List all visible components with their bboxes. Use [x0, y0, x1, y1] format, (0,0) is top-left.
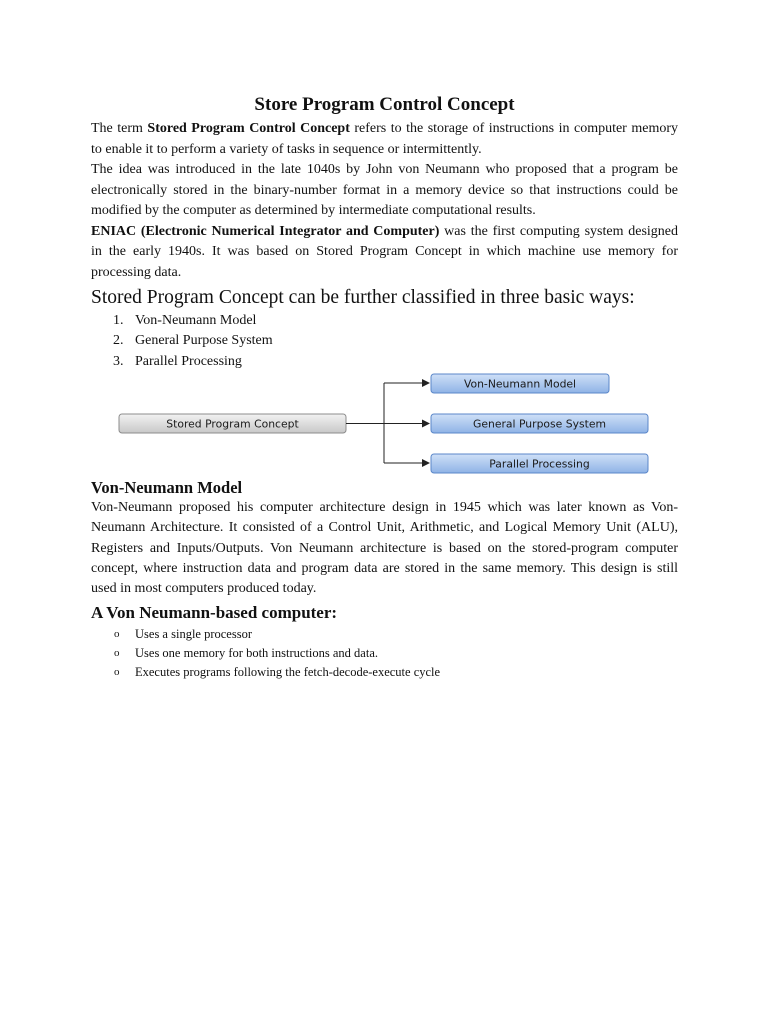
- list-item-label: Executes programs following the fetch-decode-execute cycle: [135, 665, 441, 680]
- page-title: Store Program Control Concept: [254, 94, 515, 115]
- von-neumann-heading: Von-Neumann Model: [91, 478, 243, 497]
- list-number: 3.: [113, 353, 124, 369]
- vn-computer-list: [91, 625, 440, 683]
- bullet-symbol: o: [114, 666, 120, 679]
- vn-computer-heading: A Von Neumann-based computer:: [91, 603, 338, 622]
- intro-paragraph-1: [91, 119, 678, 160]
- list-item: [91, 663, 440, 682]
- intro-p1-rest: refers to the storage of instructions in computer memory to enable it to perform a variety of tasks in sequence or intermittently.: [91, 121, 678, 157]
- classification-list: [91, 311, 273, 372]
- intro-p1-prefix: The term: [91, 121, 148, 136]
- list-item: [91, 311, 273, 331]
- list-item-label: General Purpose System: [135, 333, 273, 349]
- list-item: [91, 352, 273, 372]
- list-item: [91, 644, 440, 663]
- eniac-bold-term: ENIAC (Electronic Numerical Integrator and Computer): [91, 223, 440, 239]
- diagram-child-label: Parallel Processing: [489, 457, 590, 471]
- list-item: [91, 625, 440, 644]
- list-item-label: Parallel Processing: [135, 353, 242, 369]
- intro-p3-rest: was the first computing system designed in the early 1940s. It was based on Stored Program Concept in which machine use memory for processing data.: [91, 223, 678, 280]
- diagram-child-label: Von-Neumann Model: [463, 377, 577, 391]
- intro-paragraph-3: [91, 222, 678, 284]
- classification-heading: Stored Program Concept can be further classified in three basic ways:: [91, 287, 635, 308]
- diagram-root-label: Stored Program Concept: [166, 417, 299, 431]
- diagram-child-label: General Purpose System: [472, 417, 607, 431]
- stored-program-diagram: [91, 370, 671, 480]
- bullet-symbol: o: [114, 647, 120, 660]
- intro-paragraph-2: The idea was introduced in the late 1040s by John von Neumann who proposed that a program be electronically stored in the binary-number format in a memory device so that instructions could be modified by the computer as determined by intermediate computational results.: [91, 162, 678, 218]
- list-item-label: Uses a single processor: [135, 627, 252, 641]
- intro-section: [91, 119, 678, 283]
- list-item: [91, 331, 273, 351]
- list-item-label: Uses one memory for both instructions and data.: [135, 646, 379, 661]
- intro-p1-bold-term: Stored Program Control Concept: [147, 121, 350, 136]
- list-item-label: Von-Neumann Model: [135, 313, 257, 328]
- list-number: 2.: [113, 333, 124, 349]
- bullet-symbol: o: [114, 628, 120, 640]
- von-neumann-section: [91, 498, 678, 599]
- von-neumann-paragraph: Von-Neumann proposed his computer architecture design in 1945 which was later known as Von-Neumann Architecture. It consisted of a Control Unit, Arithmetic, and Logical Memory Unit (ALU), Registers and Inputs/Outputs. Von Neumann architecture is based on the stored-program computer concept, where instruction data and program data are stored in the same memory. This design is still used in most computers produced today.: [91, 500, 678, 597]
- list-number: 1.: [113, 313, 124, 328]
